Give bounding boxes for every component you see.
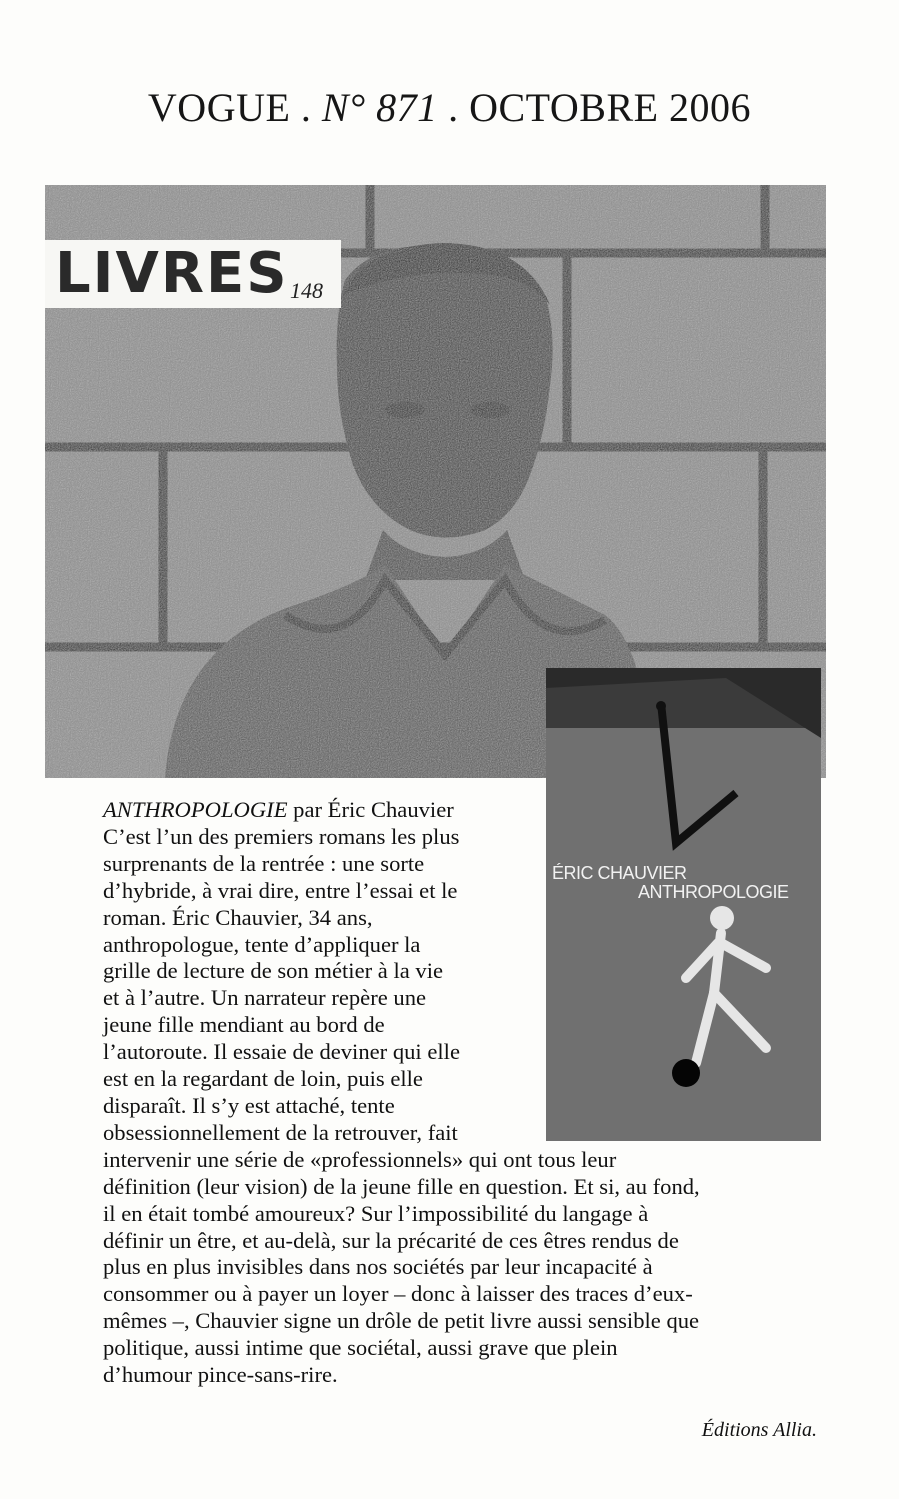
article-line: est en la regardant de loin, puis elle (103, 1066, 423, 1092)
article-line: C’est l’un des premiers romans les plus (103, 823, 460, 849)
cover-author: ÉRIC CHAUVIER (552, 863, 687, 883)
article-line: plus en plus invisibles dans nos sociétés par leur incapacité à (103, 1254, 653, 1280)
article-line: politique, aussi intime que sociétal, aussi grave que plein (103, 1335, 618, 1361)
book-title: ANTHROPOLOGIE (103, 797, 288, 822)
article-line: définir un être, et au-delà, sur la précarité de ces êtres rendus de (103, 1227, 679, 1253)
article-line: surprenants de la rentrée : une sorte (103, 850, 425, 876)
header-separator: . (300, 85, 312, 130)
article-line: mêmes –, Chauvier signe un drôle de petit livre aussi sensible que (103, 1308, 700, 1334)
article-line: anthropologue, tente d’appliquer la (103, 931, 421, 957)
header-separator: . (448, 85, 459, 130)
section-title: LIVRES (55, 241, 289, 306)
article-line: consommer ou à payer un loyer – donc à laisser des traces d’eux- (103, 1281, 693, 1307)
magazine-header (0, 84, 899, 131)
article-line: d’humour pince-sans-rire. (103, 1362, 338, 1388)
article-line: et à l’autre. Un narrateur repère une (103, 985, 427, 1011)
article-line: intervenir une série de «professionnels» qui ont tous leur (103, 1146, 617, 1172)
page-number: 148 (290, 278, 323, 303)
article-line: jeune fille mendiant au bord de (103, 1012, 385, 1038)
article-line: d’hybride, à vrai dire, entre l’essai et le (103, 877, 458, 903)
article-line: roman. Éric Chauvier, 34 ans, (103, 904, 373, 930)
article-line: disparaît. Il s’y est attaché, tente (103, 1092, 395, 1118)
issue-date: OCTOBRE 2006 (469, 85, 752, 130)
section-rubric (45, 240, 341, 308)
magazine-name: VOGUE (147, 85, 291, 130)
article-line: obsessionnellement de la retrouver, fait (103, 1119, 458, 1145)
article-line: grille de lecture de son métier à la vie (103, 958, 444, 984)
byline: par Éric Chauvier (287, 797, 454, 822)
publisher-credit: Éditions Allia. (701, 1419, 817, 1441)
article-line: l’autoroute. Il essaie de deviner qui elle (103, 1039, 460, 1065)
article-body (103, 797, 700, 1389)
issue-number: N° 871 (321, 85, 438, 130)
cover-title: ANTHROPOLOGIE (638, 882, 789, 902)
article-line: définition (leur vision) de la jeune fille en question. Et si, au fond, (103, 1173, 700, 1199)
article-title-line (103, 797, 700, 824)
article-line: il en était tombé amoureux? Sur l’impossibilité du langage à (103, 1200, 649, 1226)
